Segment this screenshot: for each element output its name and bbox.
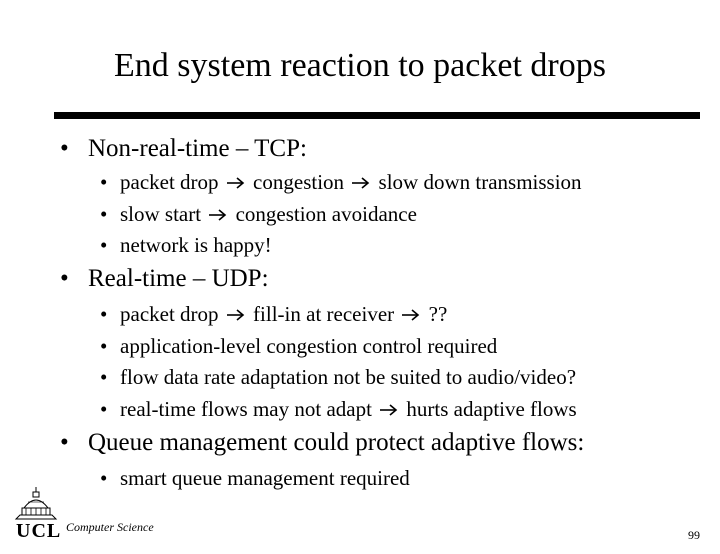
sub-bullet <box>100 465 410 491</box>
bullet-heading: Queue management could protect adaptive flows: <box>88 429 585 456</box>
phrase: flow data rate adaptation not be suited to audio/video? <box>120 365 577 389</box>
phrase: network is happy! <box>120 233 272 257</box>
phrase: application-level congestion control required <box>120 334 498 358</box>
title-divider <box>54 112 700 119</box>
bullet-udp <box>60 264 269 294</box>
right-arrow-icon <box>226 176 246 190</box>
sub-bullet <box>100 333 497 359</box>
bullet-icon: • <box>100 397 108 421</box>
phrase: slow down transmission <box>378 170 582 194</box>
right-arrow-icon <box>226 308 246 322</box>
sub-bullet <box>100 201 417 227</box>
phrase: smart queue management required <box>120 466 410 490</box>
bullet-icon: • <box>100 466 108 490</box>
phrase: packet drop <box>120 170 219 194</box>
sub-bullet <box>100 301 447 327</box>
bullet-icon: • <box>60 135 69 162</box>
right-arrow-icon <box>401 308 421 322</box>
bullet-icon: • <box>100 302 108 326</box>
phrase: congestion avoidance <box>235 202 417 226</box>
bullet-icon: • <box>100 365 108 389</box>
department-label: Computer Science <box>66 520 154 534</box>
bullet-heading: Real-time – UDP: <box>88 265 269 292</box>
ucl-logo-text: UCL <box>16 520 62 542</box>
phrase: packet drop <box>120 302 219 326</box>
right-arrow-icon <box>351 176 371 190</box>
sub-bullet <box>100 232 272 258</box>
bullet-icon: • <box>60 265 69 292</box>
phrase: fill-in at receiver <box>253 302 395 326</box>
bullet-icon: • <box>100 170 108 194</box>
bullet-queue-management <box>60 428 584 458</box>
bullet-icon: • <box>100 202 108 226</box>
slide-title: End system reaction to packet drops <box>114 47 606 84</box>
sub-bullet <box>100 396 577 422</box>
phrase: real-time flows may not adapt <box>120 397 372 421</box>
sub-bullet <box>100 169 582 195</box>
page-number: 99 <box>688 528 700 542</box>
bullet-heading: Non-real-time – TCP: <box>88 135 307 162</box>
sub-bullet <box>100 364 576 390</box>
bullet-icon: • <box>100 233 108 257</box>
right-arrow-icon <box>208 208 228 222</box>
right-arrow-icon <box>379 403 399 417</box>
bullet-icon: • <box>60 429 69 456</box>
phrase: hurts adaptive flows <box>406 397 577 421</box>
phrase: slow start <box>120 202 202 226</box>
bullet-tcp <box>60 134 307 164</box>
bullet-icon: • <box>100 334 108 358</box>
phrase: congestion <box>253 170 345 194</box>
phrase: ?? <box>428 302 448 326</box>
